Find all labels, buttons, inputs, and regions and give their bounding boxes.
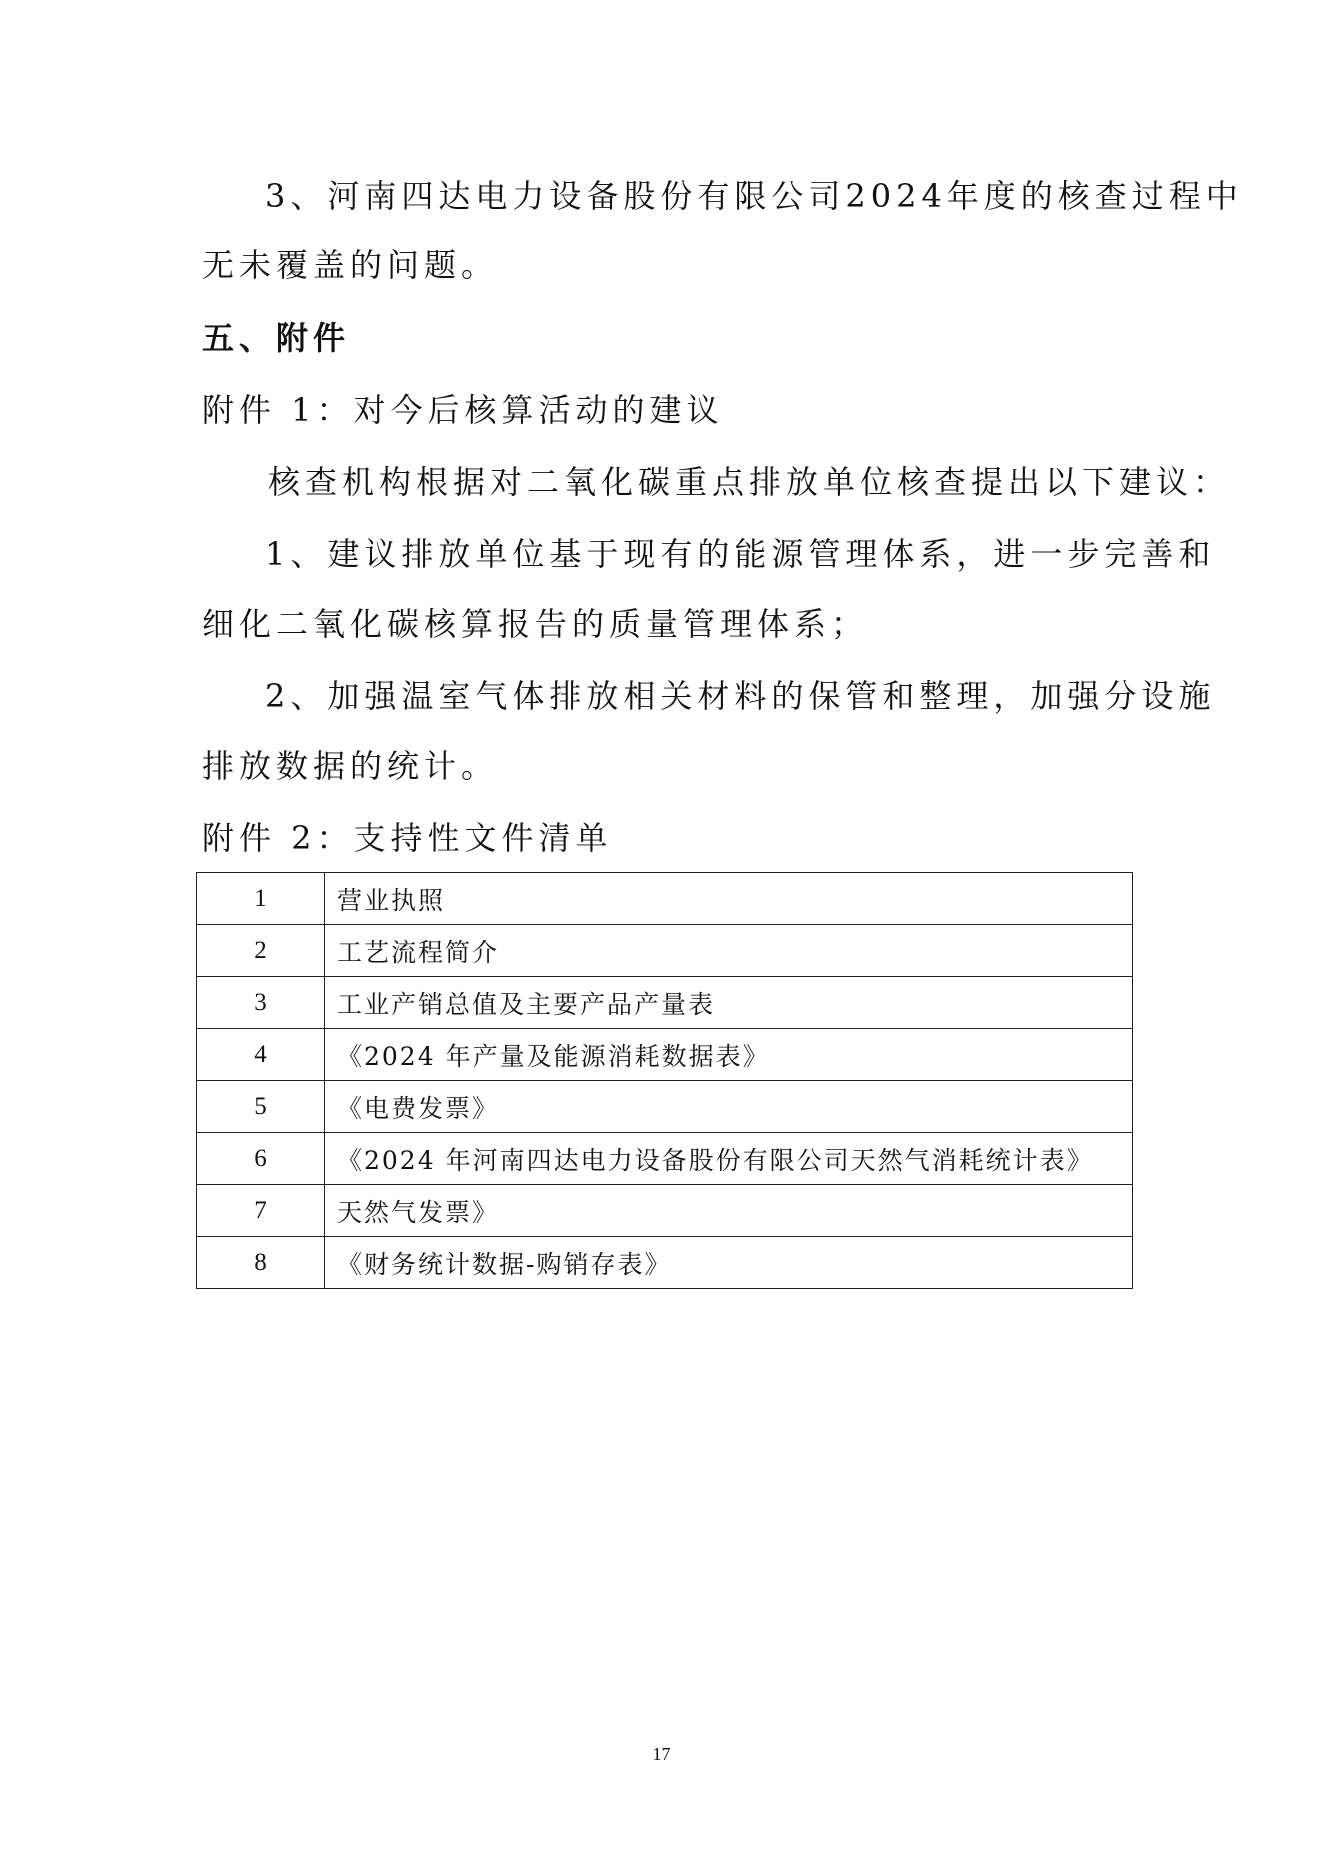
table-row (197, 925, 1133, 977)
table-row (197, 873, 1133, 925)
section-heading: 五、附件 (202, 319, 351, 357)
table-row (197, 1081, 1133, 1133)
row-number: 2 (197, 925, 325, 977)
page-number: 17 (652, 1744, 671, 1764)
table-row (197, 1237, 1133, 1289)
row-number: 3 (197, 977, 325, 1029)
annex-1-title: 附件 1：对今后核算活动的建议 (202, 391, 724, 429)
document-name: 营业执照 (325, 873, 1133, 925)
paragraph-3-line-1: 3、河南四达电力设备股份有限公司2024年度的核查过程中 (265, 177, 1243, 215)
table-row (197, 977, 1133, 1029)
row-number: 6 (197, 1133, 325, 1185)
document-name: 工业产销总值及主要产品产量表 (325, 977, 1133, 1029)
row-number: 4 (197, 1029, 325, 1081)
suggestion-2-line-2: 排放数据的统计。 (202, 747, 499, 785)
row-number: 5 (197, 1081, 325, 1133)
row-number: 8 (197, 1237, 325, 1289)
suggestion-1-line-1: 1、建议排放单位基于现有的能源管理体系，进一步完善和 (265, 535, 1216, 573)
paragraph-3-line-2: 无未覆盖的问题。 (202, 246, 499, 284)
document-name: 《财务统计数据-购销存表》 (325, 1237, 1133, 1289)
row-number: 7 (197, 1185, 325, 1237)
suggestion-intro: 核查机构根据对二氧化碳重点排放单位核查提出以下建议： (268, 463, 1231, 501)
row-number: 1 (197, 873, 325, 925)
document-name: 《2024 年河南四达电力设备股份有限公司天然气消耗统计表》 (325, 1133, 1133, 1185)
document-name: 《2024 年产量及能源消耗数据表》 (325, 1029, 1133, 1081)
document-name: 《电费发票》 (325, 1081, 1133, 1133)
table-row (197, 1029, 1133, 1081)
suggestion-2-line-1: 2、加强温室气体排放相关材料的保管和整理，加强分设施 (265, 677, 1216, 715)
annex-2-title: 附件 2：支持性文件清单 (202, 819, 613, 857)
table-row (197, 1185, 1133, 1237)
supporting-documents-table (196, 872, 1133, 1289)
table-row (197, 1133, 1133, 1185)
document-name: 工艺流程简介 (325, 925, 1133, 977)
suggestion-1-line-2: 细化二氧化碳核算报告的质量管理体系； (202, 605, 869, 643)
document-name: 天然气发票》 (325, 1185, 1133, 1237)
